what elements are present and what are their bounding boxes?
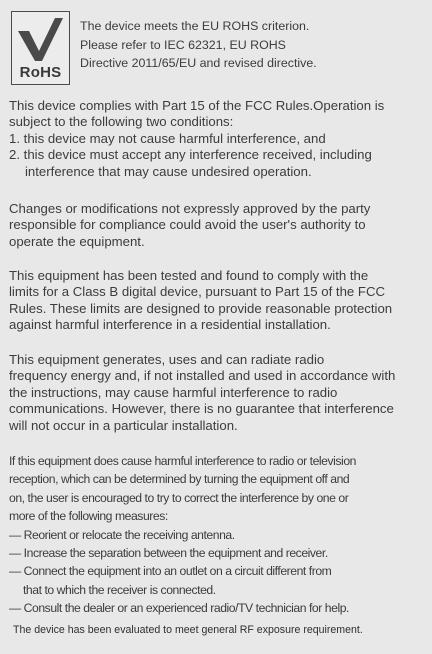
rohs-logo-label: RoHS: [19, 64, 62, 81]
paragraph-line: more of the following measures:: [9, 509, 168, 524]
paragraph-line: This device complies with Part 15 of the FCC Rules.Operation is: [9, 98, 385, 113]
condition-item-2-cont: interference that may cause undesired operation.: [25, 163, 312, 179]
rohs-line: Please refer to IEC 62321, EU ROHS: [80, 37, 286, 52]
rohs-logo: [11, 11, 70, 85]
measure-item-3-cont: that to which the receiver is connected.: [23, 582, 216, 597]
radio-energy-paragraph: [9, 352, 423, 434]
paragraph-line: If this equipment does cause harmful interference to radio or television: [9, 454, 356, 468]
rohs-line: The device meets the EU ROHS criterion.: [80, 19, 310, 33]
paragraph-line: frequency energy and, if not installed and used in accordance with: [9, 368, 396, 384]
changes-paragraph: [9, 201, 423, 250]
paragraph-line: on, the user is encouraged to try to correct the interference by one or: [9, 490, 349, 505]
fcc-conditions-paragraph: [9, 98, 423, 180]
paragraph-line: subject to the following two conditions:: [9, 114, 234, 130]
measure-item-2: — Increase the separation between the equipment and receiver.: [9, 546, 328, 561]
paragraph-line: will not occur in a particular installation.: [9, 417, 238, 433]
paragraph-line: Rules. These limits are designed to provide reasonable protection: [9, 300, 393, 316]
rohs-statement: [80, 17, 420, 73]
measures-paragraph: [9, 452, 423, 618]
paragraph-line: communications. However, there is no guarantee that interference: [9, 401, 394, 417]
rohs-line: Directive 2011/65/EU and revised directive.: [80, 56, 317, 70]
measure-item-3: — Connect the equipment into an outlet on a circuit different from: [9, 564, 332, 579]
condition-item-1: 1. this device may not cause harmful interference, and: [9, 130, 326, 146]
paragraph-line: the instructions, may cause harmful interference to radio: [9, 384, 338, 400]
checkmark-icon: [15, 15, 65, 65]
paragraph-line: responsible for compliance could avoid the user's authority to: [9, 217, 366, 233]
paragraph-line: This equipment generates, uses and can radiate radio: [9, 352, 325, 367]
rf-exposure-footer: The device has been evaluated to meet general RF exposure requirement.: [13, 624, 363, 636]
class-b-paragraph: [9, 268, 423, 334]
paragraph-line: Changes or modifications not expressly approved by the party: [9, 201, 371, 216]
measure-item-4: — Consult the dealer or an experienced radio/TV technician for help.: [9, 601, 349, 616]
paragraph-line: operate the equipment.: [9, 233, 145, 249]
paragraph-line: against harmful interference in a residential installation.: [9, 317, 331, 333]
paragraph-line: limits for a Class B digital device, pursuant to Part 15 of the FCC: [9, 284, 386, 300]
paragraph-line: This equipment has been tested and found to comply with the: [9, 268, 369, 283]
condition-item-2: 2. this device must accept any interference received, including: [9, 147, 372, 163]
measure-item-1: — Reorient or relocate the receiving antenna.: [9, 527, 235, 542]
paragraph-line: reception, which can be determined by turning the equipment off and: [9, 472, 350, 487]
